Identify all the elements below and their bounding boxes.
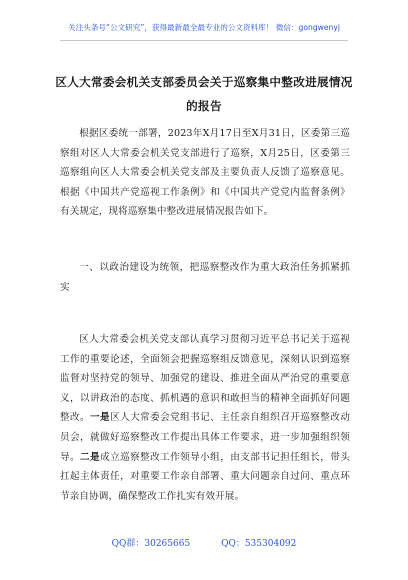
header-promo-note: 关注头条号“公文研究”，获得最新最全最专业的公文资料库！ 微信：gongwenyj	[68, 23, 340, 32]
paragraph-text-c: 成立巡察整改工作领导小组，由支部书记担任组长，带头扛起主体责任，对重要工作亲自部署、重大问题亲自过问、重点环节亲自协调，确保整改工作扎实有效开展。	[60, 451, 351, 502]
paragraph-text-a: 区人大常委会机关党支部认真学习贯彻习近平总书记关于巡视工作的重要论述，全面领会把握巡察组反馈意见，深刻认识到巡察监督对坚持党的领导、加强党的建设、推进全面从严治党的重要意义，以讲政治的态度、抓机遇的意识和敢担当的精神全面抓好问题整改。	[60, 334, 350, 424]
footer-contact	[0, 536, 408, 549]
title-line-1: 区人大常委会机关支部委员会关于巡察集中整改进展情况	[55, 75, 353, 89]
paragraph-text-b: 区人大常委会党组书记、主任亲自组织召开巡察整改动员会，就做好巡察整改工作提出具体工作要求，进一步加强组织领导。	[60, 412, 350, 463]
document-title	[42, 70, 366, 118]
paragraph-intro: 根据区委统一部署，2023年X月17日至X月31日，区委第三巡察组对区人大常委会机关党支部进行了巡察，X月25日，区委第三巡察组向区人大常委会机关党支部及主要负责人反馈了巡察意见。根据《中国共产党巡视工作条例》和《中国共产党党内监督条例》有关规定，现将巡察集中整改进展情况报告如下。	[60, 128, 350, 218]
header-divider	[60, 40, 348, 41]
footer-qq-group: QQ群：30265665	[111, 539, 191, 549]
section-heading-1: 一、以政治建设为统领，把巡察整改作为重大政治任务抓紧抓实	[60, 262, 350, 293]
emphasis-second: 二是	[80, 451, 101, 463]
title-line-2: 的报告	[186, 99, 222, 113]
footer-qq: QQ：535304092	[221, 539, 297, 549]
emphasis-first: 一是	[90, 412, 111, 424]
paragraph-section-1	[60, 330, 350, 506]
